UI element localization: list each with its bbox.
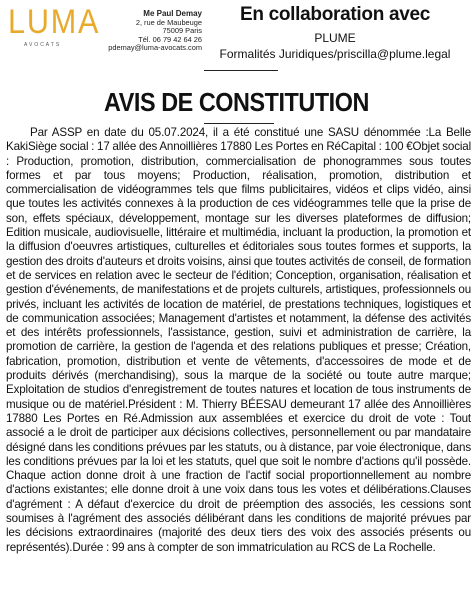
lawyer-phone: Tél. 06 79 42 64 26 <box>138 34 202 44</box>
notice-title: AVIS DE CONSTITUTION <box>104 87 369 117</box>
lawyer-email: pdemay@luma-avocats.com <box>108 43 202 53</box>
top-divider <box>204 70 278 71</box>
notice-body-text: Par ASSP en date du 05.07.2024, il a été constitué une SASU dénommée :La Belle KakiSiège social : 17 allée des Annoillières 17880 Les Portes en RéCapital : 100 €Objet social : Production, promotion, distribution, commercialisation de phonogrammes sous toutes formes et par tous moyens; Production, réalisation, promotion, distribution et commercialisation de vidéogrammes tels que films publicitaires, vidéos et clips vidéo, ainsi que toutes les activités connexes à la production de ces vidéogrammes telle que la prise de son, effets spéciaux, développement, montage sur les diverses plateformes de diffusion; Edition musicale, audiovisuelle, littéraire et multimédia, incluant la production, la promotion et la diffusion d'oeuvres artistiques, culturelles et éditoriales sous toutes formes et supports, la gestion des droits d'auteurs et droits voisins, ainsi que toutes activités de conseil, de formation et de services en relation avec le secteur de l'édition; Conception, organisation, réalisation et gestion d'événements, de manifestations et de projets culturels, artistiques, professionnels ou privés, incluant les activités de location de matériel, de prestations techniques, logistiques et de communication associées; Management d'artistes et notamment, la défense des activités et des intérêts professionnels, l'assistance, gestion, suivi et administration de carrière, la promotion de carrière, la gestion de l'agenda et des relations publiques et presse; Création, fabrication, promotion, distribution et vente de vêtements, d'accessoires de mode et de produits dérivés (merchandising), sous la marque de la société ou toute autre marque; Exploitation de studios d'enregistrement de toutes natures et location de tous instruments de musique ou de matériel.Président : M. Thierry BÉESAU demeurant 17 allée des Annoillières 17880 Les Portes en Ré.Admission aux assemblées et exercice du droit de vote : Tout associé a le droit de participer aux décisions collectives, personnellement ou par mandataire désigné dans les conditions prévues par les statuts, ou à distance, par voie électronique, dans les conditions prévues par la loi et les statuts, quel que soit le nombre d'actions qu'il possède. Chaque action donne droit à une fraction de l'actif social proportionnellement au nombre d'actions existantes; elle donne droit à une voix dans tous les votes et délibérations.Clauses d'agrément : A défaut d'exercice du droit de préemption des associés, les cessions sont soumises à l'agrément des associés délibérant dans les conditions de majorité prévues par les décisions extraordinaires (majorité des deux tiers des voix des associés présents ou représentés).Durée : 99 ans à compter de son immatriculation au RCS de La Rochelle. <box>6 126 471 554</box>
collaboration-title: En collaboration avec <box>239 4 431 25</box>
lawyer-address-line-1: 2, rue de Maubeuge <box>135 17 202 27</box>
notice-header <box>0 0 473 76</box>
logo-text: LUMA <box>8 3 101 41</box>
collaboration-block <box>205 4 465 62</box>
collaboration-partner-contact: Formalités Juridiques/priscilla@plume.legal <box>219 47 451 61</box>
logo-subtitle: AVOCATS <box>24 42 62 48</box>
lawyer-contact-block <box>84 10 202 53</box>
lawyer-address-line-2: 75009 Paris <box>162 26 202 36</box>
collaboration-partner-name: PLUME <box>314 31 356 45</box>
lawyer-name: Me Paul Demay <box>143 9 202 18</box>
luma-logo <box>8 3 101 54</box>
title-divider <box>204 123 274 124</box>
